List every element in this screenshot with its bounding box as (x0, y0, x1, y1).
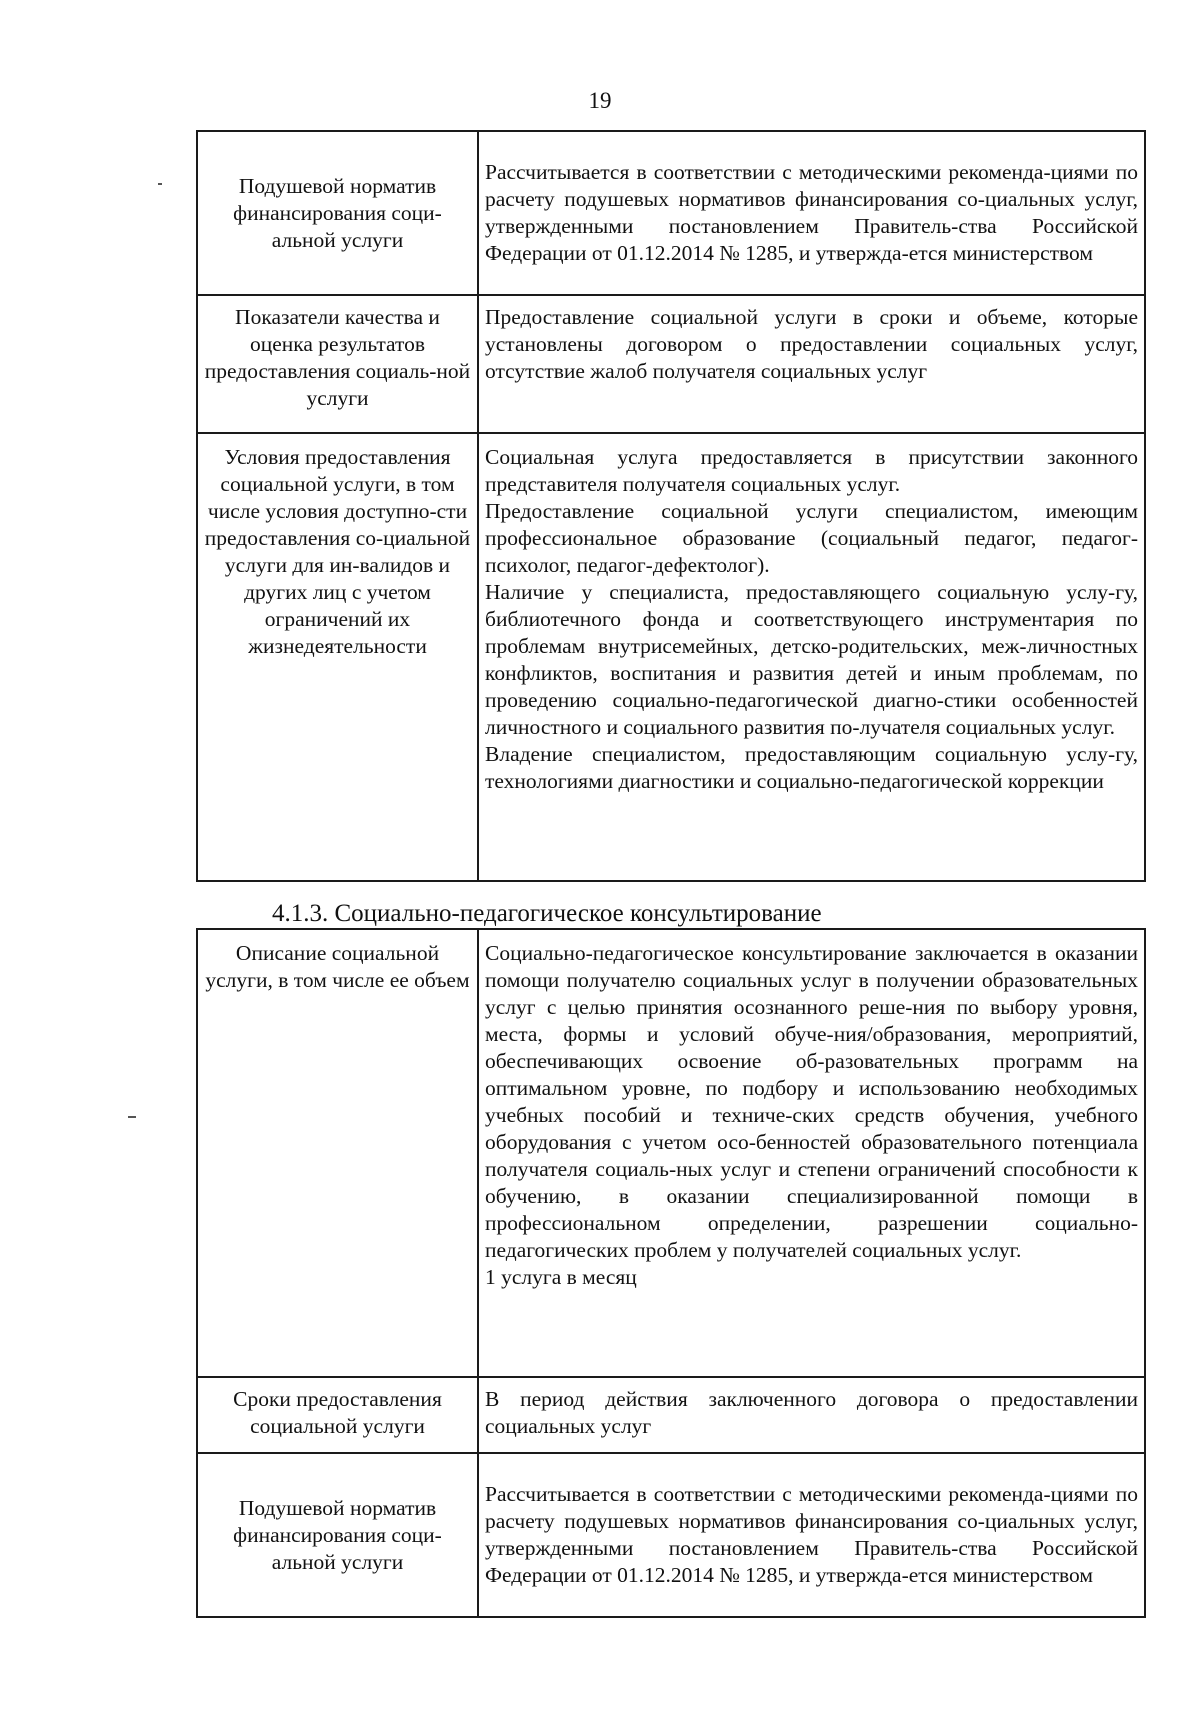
row-label: Сроки предоставления социальной услуги (197, 1377, 478, 1453)
row-value-paragraph: 1 услуга в месяц (485, 1265, 637, 1289)
service-table-2 (196, 928, 1146, 1618)
row-label: Подушевой норматив финансирования соци-альной услуги (197, 1453, 478, 1617)
table-row (197, 131, 1145, 295)
row-label: Описание социальной услуги, в том числе ее объем (197, 929, 478, 1377)
row-value-paragraph: Социально-педагогическое консультирование заключается в оказании помощи получателю социальных услуг в получении образовательных услуг с целью принятия осознанного реше-ния по выбору уровня, места, формы и условий обуче-ния/образования, мероприятий, обеспечивающих освоение об-разовательных программ на оптимальном уровне, по подбору и использованию необходимых учебных пособий и техниче-ских средств обучения, учебного оборудования с учетом осо-бенностей образовательного потенциала получателя социаль-ных услуг и степени ограничений способности к обучению, в оказании специализированной помощи в профессиональном определении, разрешении социально-педагогических проблем у получателей социальных услуг. (485, 941, 1138, 1262)
row-value-paragraph: Наличие у специалиста, предоставляющего социальную услу-гу, библиотечного фонда и соответствующего инструментария по проблемам внутрисемейных, детско-родительских, меж-личностных конфликтов, воспитания и развития детей и иным проблемам, по проведению социально-педагогической диагно-стики особенностей личностного и социального развития по-лучателя социальных услуг. (485, 580, 1138, 739)
section-heading: 4.1.3. Социально-педагогическое консультирование (272, 900, 822, 927)
page-number: 19 (588, 88, 612, 113)
row-value (478, 1377, 1145, 1453)
row-value (478, 433, 1145, 881)
row-value (478, 929, 1145, 1377)
scan-speck (158, 183, 162, 185)
row-value (478, 1453, 1145, 1617)
table-row (197, 929, 1145, 1377)
table-row (197, 433, 1145, 881)
row-label: Подушевой норматив финансирования соци-альной услуги (197, 131, 478, 295)
scan-speck (128, 1116, 136, 1118)
row-label: Показатели качества и оценка результатов предоставления социаль-ной услуги (197, 295, 478, 433)
table-row (197, 1453, 1145, 1617)
row-value (478, 295, 1145, 433)
row-value-paragraph: Рассчитывается в соответствии с методическими рекоменда-циями по расчету подушевых нормативов финансирования со-циальных услуг, утвержденными постановлением Правитель-ства Российской Федерации от 01.12.2014 № 1285, и утвержда-ется министерством (485, 160, 1138, 265)
table-row (197, 1377, 1145, 1453)
row-value-paragraph: Предоставление социальной услуги специалистом, имеющим профессиональное образование (социальный педагог, педагог-психолог, педагог-дефектолог). (485, 499, 1138, 577)
row-value (478, 131, 1145, 295)
table-row (197, 295, 1145, 433)
row-value-paragraph: Владение специалистом, предоставляющим социальную услу-гу, технологиями диагностики и социально-педагогической коррекции (485, 742, 1138, 793)
row-value-paragraph: Предоставление социальной услуги в сроки и объеме, которые установлены договором о предоставлении социальных услуг, отсутствие жалоб получателя социальных услуг (485, 305, 1138, 383)
row-label: Условия предоставления социальной услуги, в том числе условия доступно-сти предоставления со-циальной услуги для ин-валидов и других лиц с учетом ограничений их жизнедеятельности (197, 433, 478, 881)
row-value-paragraph: Социальная услуга предоставляется в присутствии законного представителя получателя социальных услуг. (485, 445, 1138, 496)
row-value-paragraph: В период действия заключенного договора о предоставлении социальных услуг (485, 1387, 1138, 1438)
service-table-1 (196, 130, 1146, 882)
row-value-paragraph: Рассчитывается в соответствии с методическими рекоменда-циями по расчету подушевых нормативов финансирования со-циальных услуг, утвержденными постановлением Правитель-ства Российской Федерации от 01.12.2014 № 1285, и утвержда-ется министерством (485, 1482, 1138, 1587)
